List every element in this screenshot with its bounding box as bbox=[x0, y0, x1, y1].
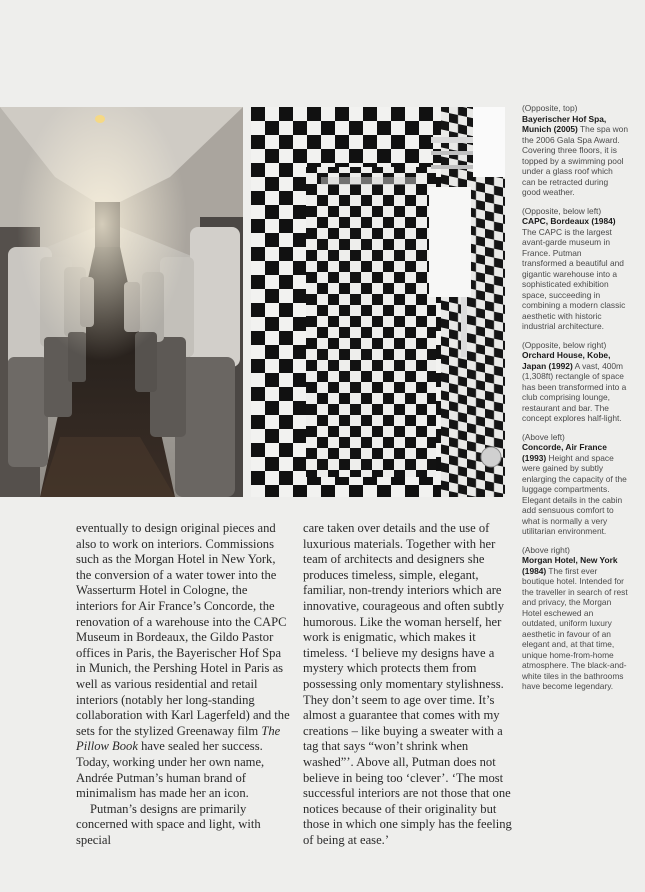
caption-morgan-hotel: (Above right) Morgan Hotel, New York (1984) The first ever boutique hotel. Intended for the traveller in search of rest and privacy, the Morgan Hotel eschewed an outdated, uniform luxury aesthetic in favour of an elegant and, at that time, unique home-from-home atmosphere. The black-and-white tiles in the bathrooms have become legendary. bbox=[522, 544, 628, 691]
body-paragraph-1: eventually to design original pieces and also to work on interiors. Commissions such as the Morgan Hotel in New York, the conversion of a water tower into the Wasserturm Hotel in Cologne, the interiors for Air France’s Concorde, the renovation of a warehouse into the CAPC Museum in Bordeaux, the Gildo Pastor offices in Paris, the Bayerischer Hof Spa in Munich, the Pershing Hotel in Paris as well as various residential and retail interiors (notably her long-standing collaboration with Karl Lagerfeld) and the sets for the stylized Greenaway film The Pillow Book have sealed her success. Today, working under her own name, Andrée Putman’s human brand of minimalism has made her an icon. bbox=[76, 521, 290, 801]
morgan-hotel-bathroom-photo bbox=[251, 107, 505, 497]
captions-sidebar bbox=[522, 103, 628, 700]
film-title: The Pillow Book bbox=[76, 723, 281, 754]
checkerboard-bathroom-illustration bbox=[251, 107, 505, 497]
caption-concorde: (Above left) Concorde, Air France (1993) Height and space were gained by subtly enlarging the capacity of the luggage compartments. Elegant details in the cabin add sensuous comfort to what is normally a very utilitarian environment. bbox=[522, 431, 627, 536]
concorde-cabin-photo bbox=[0, 107, 243, 497]
caption-bayerischer-hof: (Opposite, top) Bayerischer Hof Spa, Munich (2005) The spa won the 2006 Gala Spa Award. Covering three floors, it is topped by a swimming pool under a glass roof which can be retracted during good weather. bbox=[522, 103, 628, 197]
body-column-2 bbox=[303, 521, 518, 848]
concorde-cabin-illustration bbox=[0, 107, 243, 497]
body-column-1 bbox=[76, 521, 291, 848]
caption-capc-bordeaux: (Opposite, below left) CAPC, Bordeaux (1984) The CAPC is the largest avant-garde museum in France. Putman transformed a beautiful and gigantic warehouse into a sophisticated exhibition space, succeeding in combining a modern classic aesthetic with historic industrial architecture. bbox=[522, 205, 626, 331]
body-paragraph-3: care taken over details and the use of luxurious materials. Together with her team of architects and designers she produces timeless, simple, elegant, familiar, non-trendy interiors which are innovative, courageous and often subtly humorous. Like the woman herself, her work is enigmatic, which makes it timeless. ‘I believe my designs have a mystery which protects them from possessing only momentary stylishness. They don’t seem to age over time. It’s almost a guarantee that comes with my creations – like buying a sweater with a tag that says “won’t shrink when washed”’. Above all, Putman does not believe in being too ‘clever’. ‘The most successful interiors are not those that one notices because of their originality but those in which one simply has the feeling of being at ease.’ bbox=[303, 521, 512, 847]
caption-orchard-house: (Opposite, below right) Orchard House, Kobe, Japan (1992) A vast, 400m (1,308ft) rectangle of space has been transformed into a club comprising lounge, restaurant and bar. The concept explores half-light. bbox=[522, 339, 627, 423]
body-paragraph-2: Putman’s designs are primarily concerned with space and light, with special bbox=[76, 801, 261, 847]
